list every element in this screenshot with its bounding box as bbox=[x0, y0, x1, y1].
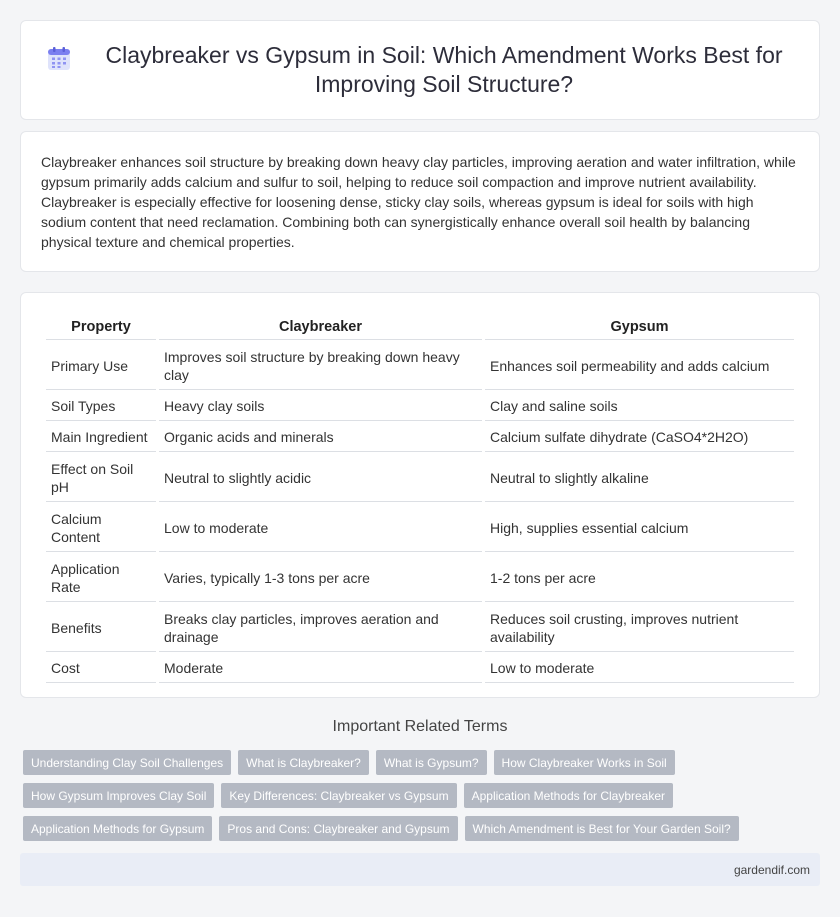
cell-gypsum: High, supplies essential calcium bbox=[485, 504, 794, 552]
cell-property: Calcium Content bbox=[46, 504, 156, 552]
cell-property: Soil Types bbox=[46, 392, 156, 421]
cell-claybreaker: Organic acids and minerals bbox=[159, 423, 482, 452]
table-header-row bbox=[46, 315, 794, 340]
table-row bbox=[46, 342, 794, 390]
cell-gypsum: Reduces soil crusting, improves nutrient availability bbox=[485, 604, 794, 652]
footer-site-link[interactable]: gardendif.com bbox=[733, 863, 810, 877]
cell-property: Main Ingredient bbox=[46, 423, 156, 452]
table-row bbox=[46, 604, 794, 652]
cell-gypsum: Low to moderate bbox=[485, 654, 794, 683]
comparison-table-card bbox=[20, 292, 820, 698]
cell-gypsum: Neutral to slightly alkaline bbox=[485, 454, 794, 502]
cell-property: Cost bbox=[46, 654, 156, 683]
cell-gypsum: 1-2 tons per acre bbox=[485, 554, 794, 602]
footer bbox=[20, 853, 820, 886]
related-tag[interactable]: How Gypsum Improves Clay Soil bbox=[23, 783, 214, 808]
cell-gypsum: Clay and saline soils bbox=[485, 392, 794, 421]
cell-claybreaker: Heavy clay soils bbox=[159, 392, 482, 421]
table-row bbox=[46, 392, 794, 421]
cell-property: Application Rate bbox=[46, 554, 156, 602]
cell-property: Benefits bbox=[46, 604, 156, 652]
cell-claybreaker: Neutral to slightly acidic bbox=[159, 454, 482, 502]
related-tag[interactable]: Application Methods for Gypsum bbox=[23, 816, 212, 841]
cell-claybreaker: Moderate bbox=[159, 654, 482, 683]
cell-claybreaker: Breaks clay particles, improves aeration and drainage bbox=[159, 604, 482, 652]
related-tag[interactable]: Understanding Clay Soil Challenges bbox=[23, 750, 231, 775]
related-tag[interactable]: Pros and Cons: Claybreaker and Gypsum bbox=[219, 816, 457, 841]
table-row bbox=[46, 654, 794, 683]
cell-claybreaker: Varies, typically 1-3 tons per acre bbox=[159, 554, 482, 602]
cell-claybreaker: Low to moderate bbox=[159, 504, 482, 552]
table-row bbox=[46, 454, 794, 502]
related-tag[interactable]: What is Gypsum? bbox=[376, 750, 487, 775]
intro-card bbox=[20, 131, 820, 272]
related-terms-heading: Important Related Terms bbox=[332, 718, 508, 735]
cell-gypsum: Enhances soil permeability and adds calcium bbox=[485, 342, 794, 390]
comparison-table bbox=[43, 313, 797, 685]
table-row bbox=[46, 423, 794, 452]
header-claybreaker: Claybreaker bbox=[159, 315, 482, 340]
related-tag[interactable]: Application Methods for Claybreaker bbox=[464, 783, 673, 808]
cell-claybreaker: Improves soil structure by breaking down heavy clay bbox=[159, 342, 482, 390]
header-property: Property bbox=[46, 315, 156, 340]
cell-property: Effect on Soil pH bbox=[46, 454, 156, 502]
related-tag[interactable]: What is Claybreaker? bbox=[238, 750, 369, 775]
related-tag[interactable]: Key Differences: Claybreaker vs Gypsum bbox=[221, 783, 456, 808]
title-card bbox=[20, 20, 820, 120]
intro-paragraph: Claybreaker enhances soil structure by breaking down heavy clay particles, improving aeration and water infiltration, while gypsum primarily adds calcium and sulfur to soil, helping to reduce soil compaction and improve nutrient availability. Claybreaker is especially effective for loosening dense, sticky clay soils, whereas gypsum is ideal for soils with high sodium content that need reclamation. Combining both can synergistically enhance overall soil health by balancing physical texture and chemical properties. bbox=[41, 154, 796, 250]
related-tag[interactable]: How Claybreaker Works in Soil bbox=[494, 750, 675, 775]
title-wrap bbox=[46, 41, 794, 99]
table-row bbox=[46, 504, 794, 552]
calendar-icon bbox=[46, 46, 72, 72]
cell-property: Primary Use bbox=[46, 342, 156, 390]
page-title: Claybreaker vs Gypsum in Soil: Which Amendment Works Best for Improving Soil Structure? bbox=[105, 42, 783, 97]
header-gypsum: Gypsum bbox=[485, 315, 794, 340]
cell-gypsum: Calcium sulfate dihydrate (CaSO4*2H2O) bbox=[485, 423, 794, 452]
table-row bbox=[46, 554, 794, 602]
related-tag[interactable]: Which Amendment is Best for Your Garden Soil? bbox=[465, 816, 739, 841]
related-terms-list bbox=[20, 750, 820, 841]
